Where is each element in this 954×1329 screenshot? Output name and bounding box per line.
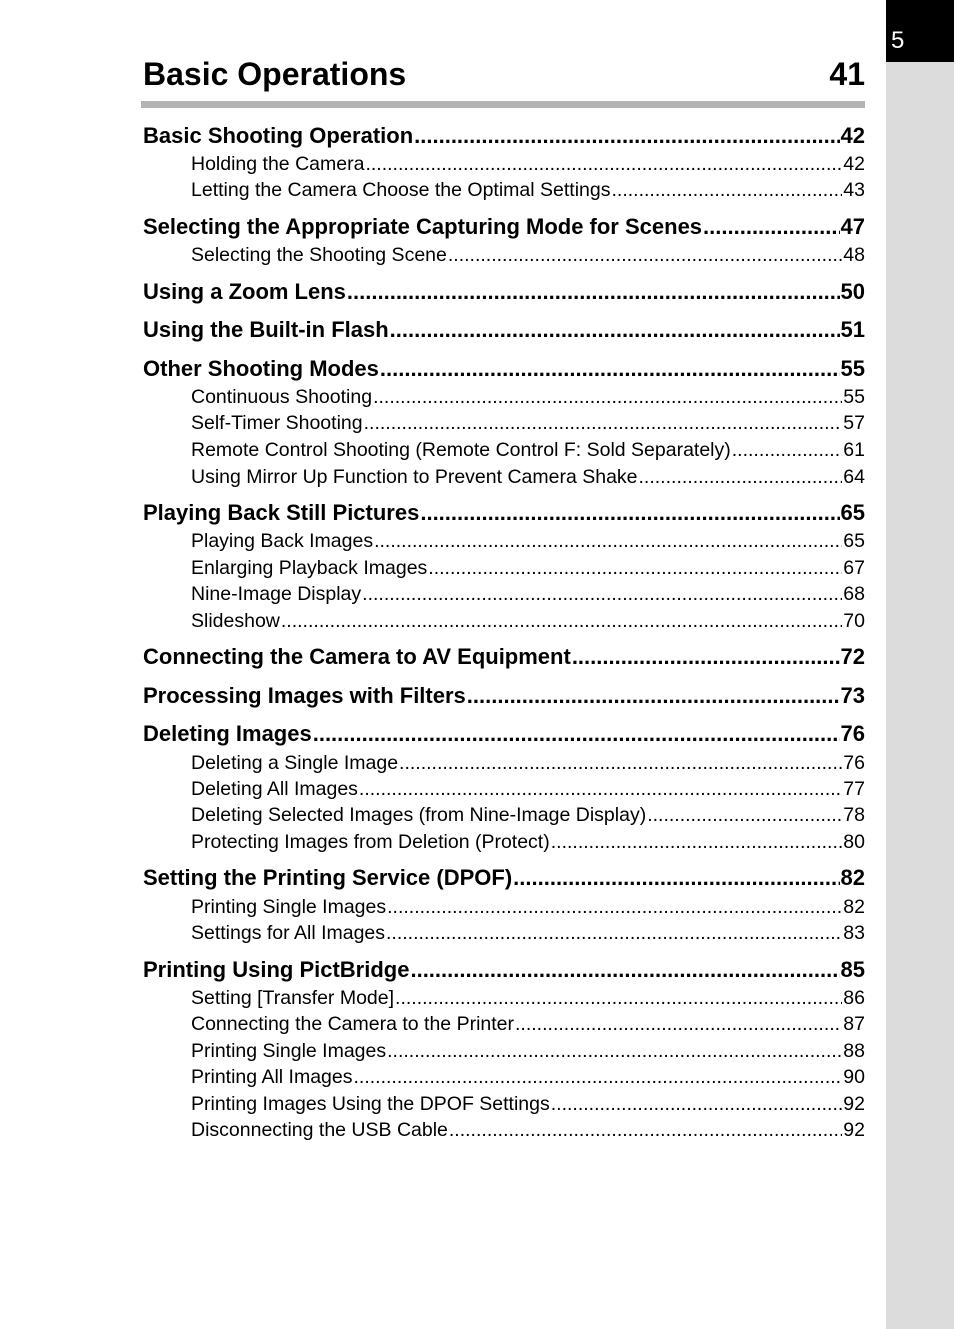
toc-entry-title: Deleting Images [143, 721, 312, 746]
toc-entry-page: 90 [843, 1066, 865, 1088]
toc-entry-page: 72 [840, 644, 865, 669]
toc-entry-page: 82 [843, 896, 865, 918]
dot-leader [374, 530, 842, 553]
toc-subsection-entry [191, 244, 865, 269]
toc-entry-page: 68 [843, 583, 865, 605]
toc-entry-page: 78 [843, 804, 865, 826]
toc-entry-page: 87 [843, 1013, 865, 1035]
toc-entry-title: Printing Images Using the DPOF Settings [191, 1093, 550, 1115]
toc-subsection-entry [191, 583, 865, 608]
dot-leader [467, 683, 840, 709]
toc-entry-page: 43 [843, 179, 865, 201]
dot-leader [647, 804, 842, 827]
toc-entry-title: Processing Images with Filters [143, 683, 466, 708]
dot-leader [449, 1119, 842, 1142]
toc-section-entry [143, 957, 865, 985]
toc-section-entry [143, 356, 865, 384]
toc-section-entry [143, 279, 865, 307]
toc-subsection-entry [191, 1040, 865, 1065]
toc-entry-title: Setting [Transfer Mode] [191, 987, 395, 1009]
toc-subsection-entry [191, 987, 865, 1012]
toc-subsection-entry [191, 1013, 865, 1038]
dot-leader [390, 317, 840, 343]
toc-entry-title: Letting the Camera Choose the Optimal Settings [191, 179, 611, 201]
toc-entry-title: Protecting Images from Deletion (Protect) [191, 831, 550, 853]
toc-entry-page: 70 [843, 610, 865, 632]
toc-entry-title: Printing Single Images [191, 1040, 387, 1062]
toc-entry-title: Connecting the Camera to AV Equipment [143, 644, 571, 669]
toc-entry-page: 57 [843, 412, 865, 434]
toc-entry-title: Disconnecting the USB Cable [191, 1119, 448, 1141]
dot-leader [313, 721, 840, 747]
toc-entry-title: Enlarging Playback Images [191, 557, 428, 579]
dot-leader [373, 386, 842, 409]
toc-entry-title: Other Shooting Modes [143, 356, 379, 381]
toc-subsection-entry [191, 610, 865, 635]
toc-entry-page: 80 [843, 831, 865, 853]
toc-entry-title: Deleting a Single Image [191, 752, 399, 774]
toc-entry-title: Self-Timer Shooting [191, 412, 363, 434]
toc-section-entry [143, 865, 865, 893]
toc-subsection-entry [191, 557, 865, 582]
toc-section-entry [143, 644, 865, 672]
toc-subsection-entry [191, 922, 865, 947]
dot-leader [281, 610, 842, 633]
toc-entry-page: 64 [843, 466, 865, 488]
toc-entry-page: 65 [840, 500, 865, 525]
heading-rule [141, 101, 865, 108]
toc-entry-title: Printing All Images [191, 1066, 353, 1088]
toc-section-entry [143, 721, 865, 749]
toc-entry-title: Selecting the Appropriate Capturing Mode for Scenes [143, 214, 703, 239]
toc-subsection-entry [191, 179, 865, 204]
toc-section-entry [143, 214, 865, 242]
dot-leader [611, 179, 842, 202]
toc-section-entry [143, 500, 865, 528]
toc-subsection-entry [191, 412, 865, 437]
toc-entry-page: 88 [843, 1040, 865, 1062]
toc-entry-title: Slideshow [191, 610, 280, 632]
toc-entry-page: 92 [843, 1119, 865, 1141]
toc-entry-title: Nine-Image Display [191, 583, 362, 605]
toc-section-entry [143, 683, 865, 711]
dot-leader [387, 1040, 842, 1063]
toc-subsection-entry [191, 1119, 865, 1144]
toc-entry-title: Printing Using PictBridge [143, 957, 410, 982]
chapter-page: 41 [829, 55, 865, 92]
toc-subsection-entry [191, 439, 865, 464]
dot-leader [513, 865, 839, 891]
toc-entry-title: Continuous Shooting [191, 386, 373, 408]
dot-leader [386, 922, 842, 945]
toc-subsection-entry [191, 1093, 865, 1118]
dot-leader [639, 466, 843, 489]
toc-subsection-entry [191, 466, 865, 491]
dot-leader [362, 583, 842, 606]
toc-entry-page: 42 [843, 153, 865, 175]
toc-subsection-entry [191, 386, 865, 411]
toc-entry-page: 76 [840, 721, 865, 746]
toc-subsection-entry [191, 804, 865, 829]
toc-entry-page: 50 [840, 279, 865, 304]
dot-leader [365, 153, 842, 176]
toc-subsection-entry [191, 831, 865, 856]
toc-entry-title: Holding the Camera [191, 153, 365, 175]
toc-entry-page: 48 [843, 244, 865, 266]
toc-entry-page: 86 [843, 987, 865, 1009]
chapter-heading [143, 52, 865, 96]
toc-entry-page: 73 [840, 683, 865, 708]
toc-entry-title: Using a Zoom Lens [143, 279, 346, 304]
toc-subsection-entry [191, 778, 865, 803]
dot-leader [399, 752, 842, 775]
toc-entry-title: Setting the Printing Service (DPOF) [143, 865, 513, 890]
toc-section-entry [143, 123, 865, 151]
toc-entry-title: Selecting the Shooting Scene [191, 244, 447, 266]
toc-subsection-entry [191, 153, 865, 178]
toc-entry-page: 55 [840, 356, 865, 381]
dot-leader [387, 896, 842, 919]
toc-entry-title: Playing Back Still Pictures [143, 500, 420, 525]
toc-entry-page: 83 [843, 922, 865, 944]
dot-leader [551, 1093, 843, 1116]
dot-leader [448, 244, 842, 267]
dot-leader [364, 412, 843, 435]
side-strip [886, 0, 954, 1329]
toc-entry-title: Basic Shooting Operation [143, 123, 414, 148]
toc-entry-page: 82 [840, 865, 865, 890]
toc-subsection-entry [191, 1066, 865, 1091]
toc-entry-title: Connecting the Camera to the Printer [191, 1013, 515, 1035]
dot-leader [354, 1066, 843, 1089]
dot-leader [428, 557, 842, 580]
chapter-title: Basic Operations [143, 55, 407, 92]
dot-leader [347, 279, 840, 305]
toc-subsection-entry [191, 752, 865, 777]
toc-entry-page: 65 [843, 530, 865, 552]
toc-entry-page: 55 [843, 386, 865, 408]
toc-subsection-entry [191, 896, 865, 921]
dot-leader [703, 214, 839, 240]
chapter-tab-number: 5 [891, 27, 905, 54]
dot-leader [414, 123, 839, 149]
dot-leader [410, 957, 839, 983]
dot-leader [395, 987, 842, 1010]
toc-entry-page: 77 [843, 778, 865, 800]
dot-leader [572, 644, 840, 670]
dot-leader [359, 778, 842, 801]
toc-entry-page: 92 [843, 1093, 865, 1115]
toc-entry-title: Remote Control Shooting (Remote Control F: Sold Separately) [191, 439, 731, 461]
toc-entry-title: Settings for All Images [191, 922, 386, 944]
toc-entry-title: Printing Single Images [191, 896, 387, 918]
toc-entry-title: Using Mirror Up Function to Prevent Camera Shake [191, 466, 638, 488]
toc-entry-page: 47 [840, 214, 865, 239]
toc-entry-page: 51 [840, 317, 865, 342]
toc-entry-page: 61 [843, 439, 865, 461]
toc-entry-page: 85 [840, 957, 865, 982]
dot-leader [380, 356, 840, 382]
dot-leader [551, 831, 843, 854]
dot-leader [732, 439, 843, 462]
toc-entry-title: Deleting Selected Images (from Nine-Image Display) [191, 804, 647, 826]
toc-section-entry [143, 317, 865, 345]
dot-leader [420, 500, 839, 526]
toc-entry-title: Using the Built-in Flash [143, 317, 389, 342]
dot-leader [515, 1013, 842, 1036]
toc-entry-page: 76 [843, 752, 865, 774]
toc-entry-page: 42 [840, 123, 865, 148]
toc-entry-title: Deleting All Images [191, 778, 358, 800]
toc-subsection-entry [191, 530, 865, 555]
toc-entry-title: Playing Back Images [191, 530, 374, 552]
toc-entry-page: 67 [843, 557, 865, 579]
